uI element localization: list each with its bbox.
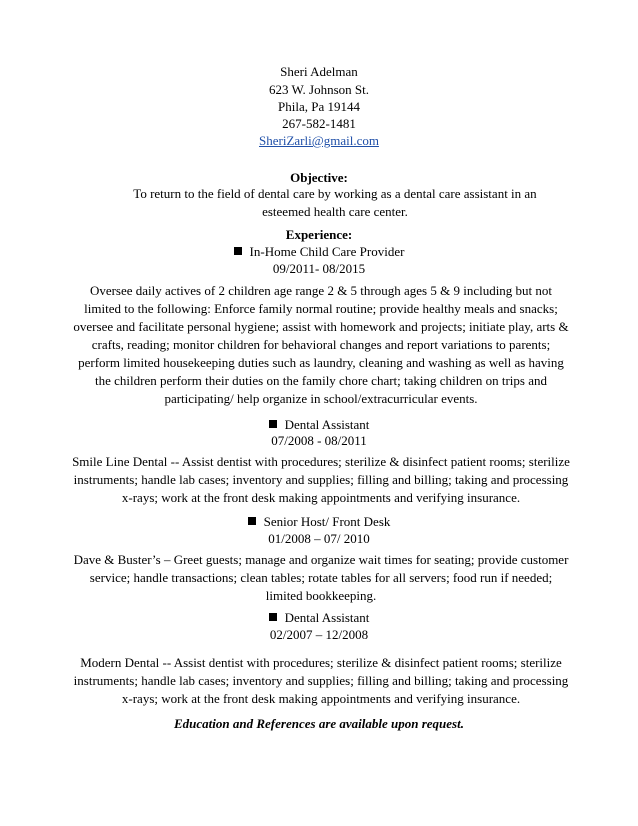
job-description: Oversee daily actives of 2 children age range 2 & 5 through ages 5 & 9 including but not limited to the following: Enforce family normal routine; provide healthy meals and snacks; oversee and facilitate personal hygiene; assist with homework and projects; initiate play, arts & crafts, reading; monitor children for behavioral changes and report variations to parents; perform limited housekeeping duties such as laundry, cleaning and washing as well as having the children perform their duties on the family chore chart; taking children on trips and participating/ help organize in school/extracurricular events.	[73, 283, 569, 406]
job-description: Modern Dental -- Assist dentist with procedures; sterilize & disinfect patient rooms; sterilize instruments; handle lab cases; inventory and supplies; filling and billing; taking and processing x-rays; work at the front desk making appointments and verifying insurance.	[73, 655, 569, 706]
job-dates: 01/2008 – 07/ 2010	[268, 531, 370, 546]
objective-text: To return to the field of dental care by working as a dental care assistant in an esteemed health care center.	[133, 186, 537, 219]
job-dates: 09/2011- 08/2015	[272, 261, 366, 276]
square-bullet-icon	[234, 247, 242, 255]
job-description: Dave & Buster’s – Greet guests; manage and organize wait times for seating; provide customer service; handle transactions; clean tables; rotate tables for all servers; food run if needed; limited bookkeeping.	[73, 552, 569, 603]
job-title-row	[0, 244, 638, 260]
contact-email-link[interactable]: SheriZarli@gmail.com	[259, 133, 379, 148]
job-title: In-Home Child Care Provider	[249, 244, 405, 259]
footer-note: Education and References are available upon request.	[174, 716, 464, 731]
square-bullet-icon	[269, 420, 277, 428]
objective-heading: Objective:	[290, 170, 348, 185]
job-title: Dental Assistant	[284, 417, 370, 432]
job-dates: 07/2008 - 08/2011	[271, 433, 367, 448]
job-title: Dental Assistant	[284, 610, 370, 625]
job-title: Senior Host/ Front Desk	[263, 514, 391, 529]
experience-heading: Experience:	[285, 227, 353, 242]
job-title-row	[0, 610, 638, 626]
job-description: Smile Line Dental -- Assist dentist with procedures; sterilize & disinfect patient rooms; sterilize instruments; handle lab cases; inventory and supplies; filling and billing; taking and processing x-rays; work at the front desk making appointments and verifying insurance.	[72, 454, 570, 505]
job-title-row	[0, 514, 638, 530]
contact-address: 623 W. Johnson St.	[268, 82, 370, 97]
job-dates: 02/2007 – 12/2008	[269, 627, 369, 642]
contact-city: Phila, Pa 19144	[278, 99, 360, 114]
contact-email-row	[0, 133, 638, 149]
contact-name: Sheri Adelman	[280, 64, 358, 79]
job-title-row	[0, 417, 638, 433]
square-bullet-icon	[269, 613, 277, 621]
contact-phone: 267-582-1481	[282, 116, 356, 131]
square-bullet-icon	[248, 517, 256, 525]
